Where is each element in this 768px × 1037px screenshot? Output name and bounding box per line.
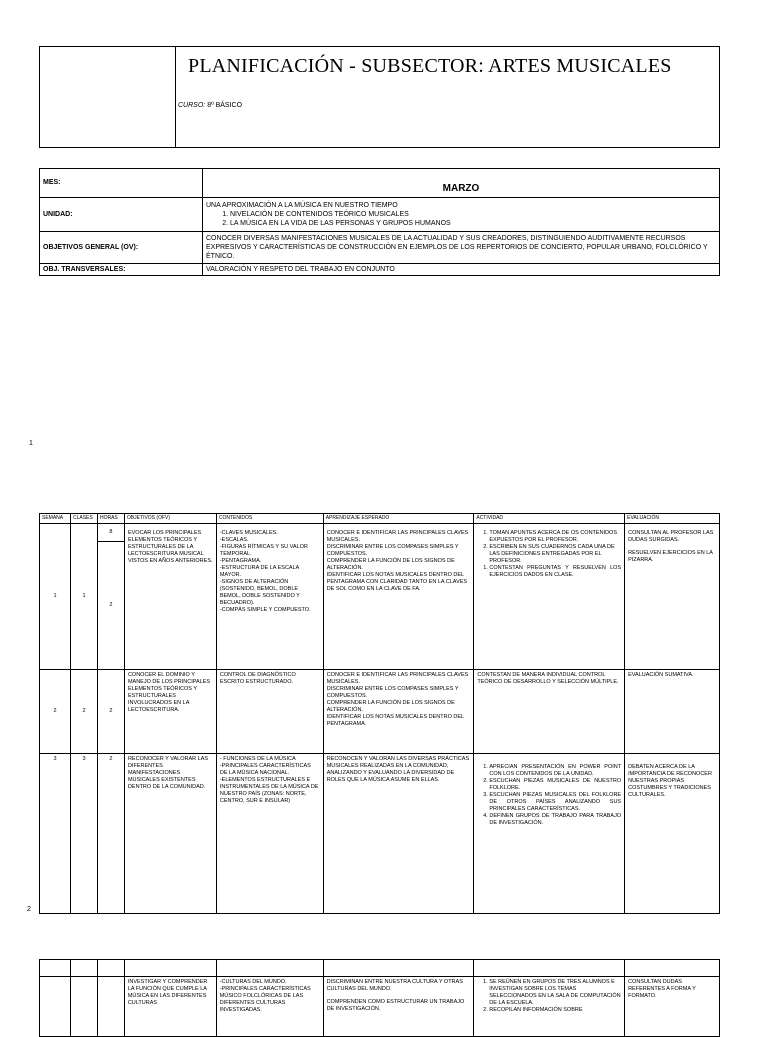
- table-cell-horas: [97, 977, 124, 1037]
- actividad-item: 2. RECOPILAN INFORMACIÓN SOBRE: [489, 1007, 621, 1014]
- actividad-item: 1. TOMAN APUNTES ACERCA DE OS CONTENIDOS EXPUESTOS POR EL PROFESOR.: [489, 530, 621, 544]
- table-cell: [323, 960, 474, 977]
- actividad-list: [477, 764, 621, 827]
- table-cell-evaluacion: CONSULTAN DUDAS REFERENTES A FORMA Y FORMATO.: [625, 977, 720, 1037]
- table-cell-aprendizaje: [323, 670, 474, 754]
- table-cell: [625, 960, 720, 977]
- table-cell-contenidos: [216, 754, 323, 914]
- mes-value: MARZO: [203, 169, 720, 198]
- contenido-line: -FIGURAS RÍTMICAS Y SU VALOR TEMPORAL.: [219, 544, 308, 557]
- actividad-item: 4. DEFINEN GRUPOS DE TRABAJO PARA TRABAJO DE INVESTIGACIÓN.: [489, 813, 621, 827]
- col-semana: SEMANA: [40, 514, 71, 524]
- evaluacion-line: CONSULTAN AL PROFESOR LAS DUDAS SURGIDAS.: [628, 530, 714, 543]
- col-clases: CLASES: [70, 514, 97, 524]
- table-cell-objetivo: CONOCER EL DOMINIO Y MANEJO DE LOS PRINCIPALES ELEMENTOS TEÓRICOS Y ESTRUCTURALES INVOLUCRADOS EN LA LECTOESCRITURA.: [124, 670, 216, 754]
- aprendizaje-line: DISCRIMINAR ENTRE LOS COMPASES SIMPLES Y COMPUESTOS.: [326, 686, 459, 699]
- table-cell-aprendizaje: [323, 977, 474, 1037]
- table-cell-horas: 2: [97, 670, 124, 754]
- planning-table-continued: [39, 959, 720, 1037]
- table-cell-semana: 1: [40, 524, 71, 670]
- actividad-item: 1. SE REÚNEN EN GRUPOS DE TRES ALUMNOS E INVESTIGAN SOBRE LOS TEMAS SELECCIONADOS EN LA SALA DE COMPUTACIÓN DE LA ESCUELA.: [489, 979, 621, 1007]
- table-cell-horas: 8: [97, 524, 124, 542]
- contenido-line: -ESTRUCTURA DE LA ESCALA MAYOR.: [219, 565, 300, 578]
- contenido-line: -PRINCIPALES CARACTERÍSTICAS MÚSICO FOLCLÓRICAS DE LAS DIFERENTES CULTURAS INVESTIGADAS.: [219, 986, 311, 1013]
- page-number: 1: [29, 440, 33, 447]
- actividad-item: 2. ESCRIBEN EN SUS CUADERNOS CADA UNA DE LAS DEFINICIONES ENTREGADAS POR EL PROFESOR.: [489, 544, 621, 565]
- col-horas: HORAS: [97, 514, 124, 524]
- unidad-title: UNA APROXIMACIÓN A LA MÚSICA EN NUESTRO TIEMPO: [206, 202, 398, 209]
- ot-value: VALORACIÓN Y RESPETO DEL TRABAJO EN CONJUNTO: [203, 264, 720, 276]
- table-cell: [97, 960, 124, 977]
- table-cell-horas: 2: [97, 754, 124, 914]
- table-cell-semana: 3: [40, 754, 71, 914]
- contenido-line: -ESCALAS.: [219, 537, 249, 543]
- col-aprendizaje: APRENDIZAJE ESPERADO: [323, 514, 474, 524]
- table-cell-contenidos: [216, 524, 323, 670]
- aprendizaje-line: DISCRIMINAR ENTRE LOS COMPASES SIMPLES Y COMPUESTOS.: [326, 544, 459, 557]
- table-cell-objetivo: RECONOCER Y VALORAR LAS DIFERENTES MANIFESTACIONES MUSICALES EXISTENTES DENTRO DE LA COMUNIDAD.: [124, 754, 216, 914]
- curso-line: [178, 102, 242, 109]
- table-cell-semana: [40, 977, 71, 1037]
- actividad-item: 3. ESCUCHAN PIEZAS MUSICALES DEL FOLKLORE DE OTROS PAÍSES ANALIZANDO SUS PRINCIPALES CARACTERÍSTICAS.: [489, 792, 621, 813]
- actividad-item: 2. ESCUCHAN PIEZAS MUSICALES DE NUESTRO FOLKLORE.: [489, 778, 621, 792]
- logo-placeholder: [40, 47, 176, 147]
- table-cell-evaluacion: DEBATEN ACERCA DE LA IMPORTANCIA DE RECONOCER NUESTRAS PROPIAS COSTUMBRES Y TRADICIONES CULTURALES.: [625, 754, 720, 914]
- aprendizaje-line: IDENTIFICAR LOS NOTAS MUSICALES DENTRO DEL PENTAGRAMA.: [326, 714, 464, 727]
- table-cell: [40, 960, 71, 977]
- contenido-line: -PRINCIPALES CARACTERÍSTICAS DE LA MÚSICA NACIONAL.: [219, 763, 311, 776]
- table-cell-horas: 2: [97, 542, 124, 670]
- col-actividad: ACTIVIDAD: [474, 514, 625, 524]
- table-cell-clases: 2: [70, 670, 97, 754]
- aprendizaje-line: IDENTIFICAR LOS NOTAS MUSICALES DENTRO DEL PENTAGRAMA CON CLARIDAD TANTO EN LA CLAVES DE SOL COMO EN LA CLAVE DE FA.: [326, 572, 468, 592]
- unidad-label: UNIDAD:: [40, 198, 203, 232]
- actividad-list: [477, 979, 621, 1014]
- table-cell-contenidos: [216, 977, 323, 1037]
- info-table: [39, 168, 720, 276]
- table-cell-evaluacion: [625, 524, 720, 670]
- col-objetivos: OBJETIVOS (OFV): [124, 514, 216, 524]
- table-cell-evaluacion: EVALUACIÓN SUMATIVA.: [625, 670, 720, 754]
- aprendizaje-line: DISCRIMINAN ENTRE NUESTRA CULTURA Y OTRAS CULTURAS DEL MUNDO.: [326, 979, 463, 992]
- table-cell-clases: [70, 977, 97, 1037]
- table-cell-actividad: CONTESTAN DE MANERA INDIVIDUAL CONTROL TEÓRICO DE DESARROLLO Y SELECCIÓN MÚLTIPLE.: [474, 670, 625, 754]
- table-cell: [124, 960, 216, 977]
- table-cell-clases: 3: [70, 754, 97, 914]
- table-cell-actividad: [474, 754, 625, 914]
- planning-table: [39, 513, 720, 914]
- table-cell-aprendizaje: [323, 524, 474, 670]
- col-evaluacion: EVALUACIÓN: [625, 514, 720, 524]
- contenido-line: -PENTAGRAMA.: [219, 558, 262, 564]
- evaluacion-line: RESUELVEN EJERCICIOS EN LA PIZARRA.: [628, 550, 713, 563]
- contenido-line: -COMPÁS SIMPLE Y COMPUESTO.: [219, 607, 311, 613]
- table-cell-contenidos: CONTROL DE DIAGNÓSTICO ESCRITO ESTRUCTURADO.: [216, 670, 323, 754]
- aprendizaje-line: CONOCER E IDENTIFICAR LAS PRINCIPALES CLAVES MUSICALES.: [326, 530, 469, 543]
- actividad-item: 1. CONTESTAN PREGUNTAS Y RESUELVEN LOS EJERCICIOS DADOS EN CLASE.: [489, 565, 621, 579]
- contenido-line: -CLAVES MUSICALES.: [219, 530, 278, 536]
- mes-label: MES:: [40, 169, 203, 198]
- contenido-line: -SIGNOS DE ALTERACIÓN (SOSTENIDO, BEMOL, DOBLE BEMOL, DOBLE SOSTENIDO Y BECUADRO).: [219, 579, 300, 606]
- page-title: PLANIFICACIÓN - SUBSECTOR: ARTES MUSICALES: [188, 55, 672, 77]
- curso-value: 8º BÁSICO: [207, 102, 243, 109]
- aprendizaje-line: COMPRENDER LA FUNCIÓN DE LOS SIGNOS DE ALTERACIÓN.: [326, 700, 455, 713]
- table-cell-objetivo: INVESTIGAR Y COMPRENDER LA FUNCIÓN QUE CUMPLE LA MÚSICA EN LAS DIFERENTES CULTURAS: [124, 977, 216, 1037]
- table-cell: [474, 960, 625, 977]
- contenido-line: -ELEMENTOS ESTRUCTURALES E INSTRUMENTALES DE LA MÚSICA DE NUESTRO PAÍS (ZONAS: NORTE, CENTRO, SUR E INSULAR): [219, 777, 319, 804]
- contenido-line: -CULTURAS DEL MUNDO.: [219, 979, 287, 985]
- ov-value: CONOCER DIVERSAS MANIFESTACIONES MUSICALES DE LA ACTUALIDAD Y SUS CREADORES, DISTINGUIENDO AUDITIVAMENTE RECURSOS EXPRESIVOS Y CARACTERÍSTICAS DE CONSTRUCCIÓN EN EJEMPLOS DE LOS REPERTORIOS DE CONCIERTO, POPULAR URBANO, FOLCLÓRICO Y ÉTNICO.: [203, 232, 720, 264]
- table-cell-actividad: [474, 977, 625, 1037]
- page-number: 2: [27, 906, 31, 913]
- unidad-list: [206, 210, 716, 228]
- aprendizaje-line: CONOCER E IDENTIFICAR LAS PRINCIPALES CLAVES MUSICALES.: [326, 672, 469, 685]
- unidad-item: 1. NIVELACIÓN DE CONTENIDOS TEÓRICO MUSICALES: [230, 210, 716, 219]
- col-contenidos: CONTENIDOS: [216, 514, 323, 524]
- table-cell-objetivo: EVOCAR LOS PRINCIPALES ELEMENTOS TEÓRICOS Y ESTRUCTURALES DE LA LECTOESCRITURA MUSICAL VISTOS EN AÑOS ANTERIORES.: [124, 524, 216, 670]
- table-cell-actividad: [474, 524, 625, 670]
- header-box: [39, 46, 720, 148]
- curso-label: CURSO:: [178, 102, 206, 109]
- actividad-list: [477, 530, 621, 579]
- unidad-value: [203, 198, 720, 232]
- aprendizaje-line: COMPRENDEN COMO ESTRUCTURAR UN TRABAJO DE INVESTIGACIÓN.: [326, 999, 465, 1012]
- actividad-item: 1. APRECIAN PRESENTACIÓN EN POWER POINT CON LOS CONTENIDOS DE LA UNIDAD.: [489, 764, 621, 778]
- table-cell: [70, 960, 97, 977]
- contenido-line: - FUNCIONES DE LA MÚSICA: [219, 756, 296, 762]
- table-cell: [216, 960, 323, 977]
- unidad-item: 2. LA MÚSICA EN LA VIDA DE LAS PERSONAS Y GRUPOS HUMANOS: [230, 219, 716, 228]
- aprendizaje-line: COMPRENDER LA FUNCIÓN DE LOS SIGNOS DE ALTERACIÓN.: [326, 558, 455, 571]
- ov-label: OBJETIVOS GENERAL (OV):: [40, 232, 203, 264]
- table-cell-aprendizaje: RECONOCEN Y VALORAN LAS DIVERSAS PRÁCTICAS MUSICALES REALIZADAS EN LA COMUNIDAD, ANALIZANDO Y EVALUANDO LA DIVERSIDAD DE ROLES QUE LA MÚSICA ASUME EN ELLAS.: [323, 754, 474, 914]
- table-cell-semana: 2: [40, 670, 71, 754]
- ot-label: OBJ. TRANSVERSALES:: [40, 264, 203, 276]
- table-cell-clases: 1: [70, 524, 97, 670]
